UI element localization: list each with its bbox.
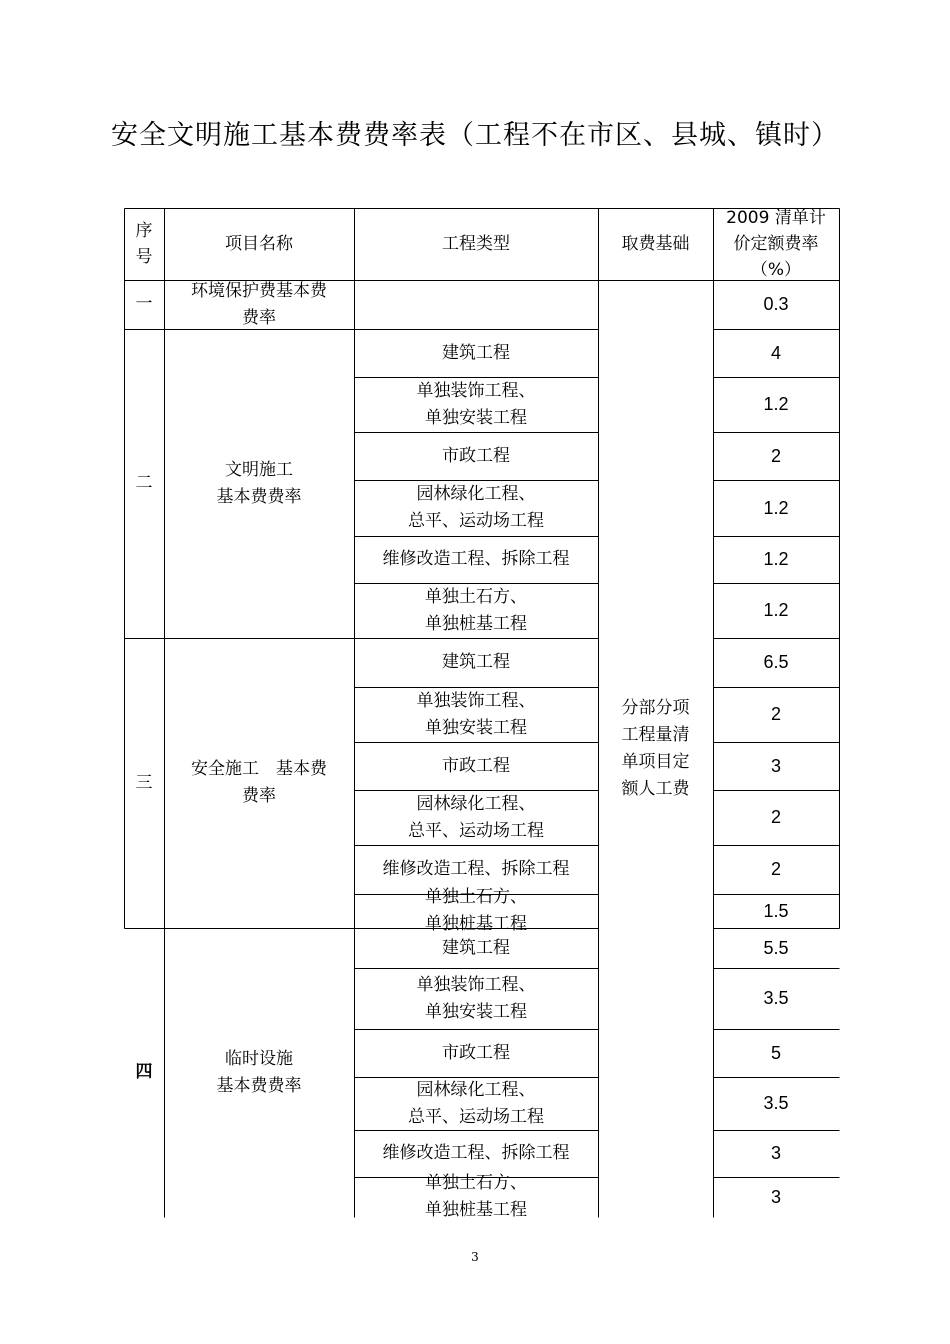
group-seq: 一 (135, 294, 153, 314)
project-type-cell: 维修改造工程、拆除工程 (382, 549, 570, 569)
project-type-cell: 单独装饰工程、 单独安装工程 (416, 974, 536, 1022)
project-type-cell: 市政工程 (442, 1042, 510, 1063)
rate-cell: 3 (770, 1186, 781, 1207)
project-type-cell: 园林绿化工程、 总平、运动场工程 (408, 1079, 544, 1127)
rate-cell: 3.5 (763, 1093, 789, 1113)
rate-cell: 0.3 (763, 294, 789, 314)
rate-cell: 4 (770, 342, 781, 363)
header-seq: 序 号 (135, 221, 153, 267)
group-item-name: 文明施工 基本费费率 (216, 459, 302, 507)
project-type-cell: 园林绿化工程、 总平、运动场工程 (408, 484, 544, 531)
project-type-cell: 维修改造工程、拆除工程 (382, 1143, 570, 1163)
rate-cell: 2 (770, 807, 781, 827)
project-type-cell: 单独装饰工程、 单独安装工程 (416, 690, 536, 738)
header-project-type: 工程类型 (442, 234, 510, 254)
project-type-cell: 市政工程 (442, 755, 510, 776)
document-title: 安全文明施工基本费费率表（工程不在市区、县城、镇时） (111, 120, 839, 151)
project-type-cell: 园林绿化工程、 总平、运动场工程 (408, 793, 544, 841)
rate-cell: 2 (770, 704, 781, 724)
project-type-cell: 建筑工程 (442, 652, 510, 672)
fee-rate-table (124, 208, 840, 1218)
project-type-cell: 建筑工程 (442, 342, 510, 363)
group-item-name: 临时设施 基本费费率 (216, 1048, 302, 1096)
project-type-cell: 单独土石方、 单独桩基工程 (425, 586, 527, 634)
rate-cell: 1.2 (763, 549, 789, 569)
rate-cell: 6.5 (763, 652, 789, 672)
group-item-name: 环境保护费基本费 费率 (191, 280, 327, 328)
rate-cell: 2 (770, 445, 781, 466)
fee-basis-cell: 分部分项 工程量清 单项目定 额人工费 (621, 697, 690, 799)
header-rate: 2009 清单计 价定额费率 （%） (726, 208, 826, 280)
group-seq: 二 (135, 473, 153, 493)
rate-cell: 3 (770, 755, 781, 776)
header-item-name: 项目名称 (225, 234, 293, 254)
project-type-cell: 市政工程 (442, 445, 510, 466)
rate-cell: 5.5 (763, 937, 789, 958)
group-item-name: 安全施工 基本费 费率 (191, 759, 327, 806)
rate-cell: 1.5 (763, 900, 789, 921)
group-seq: 三 (135, 772, 153, 793)
rate-cell: 5 (770, 1042, 781, 1063)
project-type-cell: 单独土石方、 单独桩基工程 (425, 1173, 527, 1220)
rate-cell: 1.2 (763, 497, 789, 518)
project-type-cell: 维修改造工程、拆除工程 (382, 859, 570, 879)
rate-cell: 2 (770, 859, 781, 879)
rate-cell: 1.2 (763, 394, 789, 414)
rate-cell: 1.2 (763, 600, 789, 620)
rate-cell: 3.5 (763, 988, 789, 1008)
page-number: 3 (471, 1250, 479, 1264)
project-type-cell: 单独土石方、 单独桩基工程 (425, 887, 527, 934)
project-type-cell: 建筑工程 (442, 937, 510, 958)
project-type-cell: 单独装饰工程、 单独安装工程 (416, 380, 536, 428)
rate-cell: 3 (770, 1143, 781, 1163)
group-seq: 四 (135, 1062, 153, 1082)
project-type-cell (354, 280, 598, 329)
header-fee-basis: 取费基础 (621, 234, 690, 254)
